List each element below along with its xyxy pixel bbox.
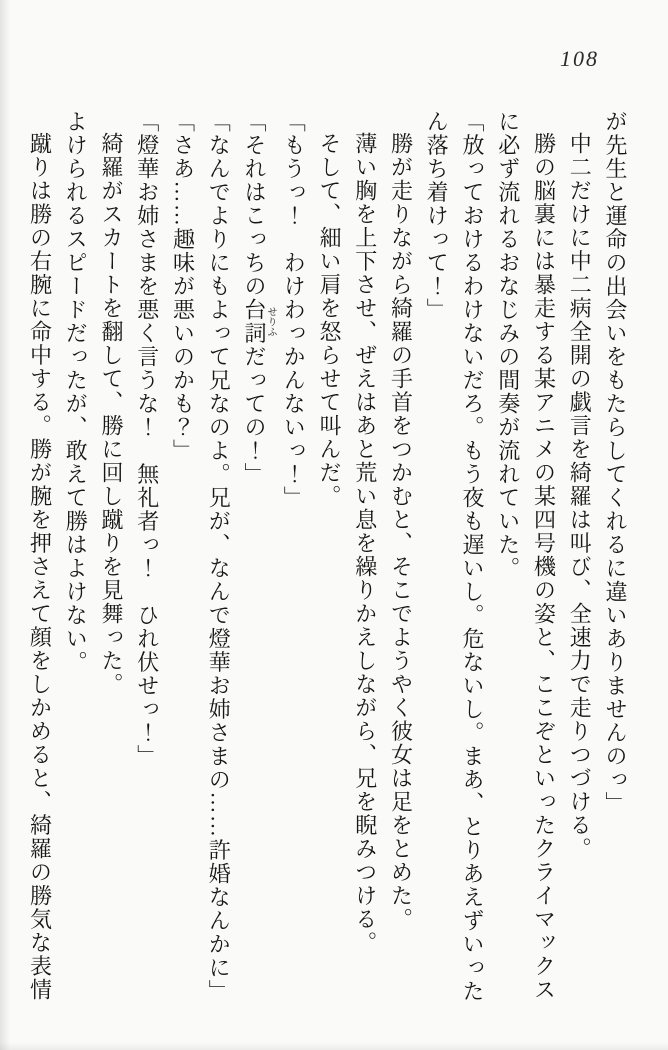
text-columns — [22, 110, 633, 1015]
paragraph-13: 綺羅がスカートを翻して、勝に回し蹴りを見舞った。 — [99, 132, 124, 696]
page-number: 108 — [560, 46, 599, 71]
paragraph-10: 「なんでよりにもよって兄なのよ。兄が、なんで燈華お姉さまの……許婚なんかに」 — [206, 110, 232, 1003]
paragraph-14: よけられるスピードだったが、敢えて勝はよけない。 — [63, 110, 89, 674]
ruby-word: 台詞せりふ — [242, 298, 276, 345]
paragraph-3: 勝の脳裏には暴走する某アニメの某四号機の姿と、ここぞといったクライマックスに必ず流れるおなじみの間奏が流れていた。 — [495, 110, 557, 1002]
paragraph-9: 「それはこっちの台詞せりふだっての！」 — [242, 110, 276, 486]
paragraph-15: 蹴りは勝の右腕に命中する。勝が腕を押さえて顔をしかめると、綺羅の勝気な表情 — [27, 132, 53, 1002]
scan-edge-artifact-left — [0, 0, 10, 1050]
paragraph-11: 「さあ……趣味が悪いのかも？」 — [170, 110, 196, 463]
paragraph-7: そして、細い肩を怒らせて叫んだ。 — [317, 132, 342, 508]
paragraph-12: 「燈華お姉さまを悪く言うな！ 無礼者っ！ ひれ伏せっ！」 — [134, 110, 160, 768]
paragraph-2: 中二だけに中二病全開の戯言を綺羅は叫び、全速力で走りつづける。 — [567, 132, 593, 861]
scan-edge-artifact-bottom — [0, 1042, 668, 1050]
paragraph-1: が先生と運命の出会いをもたらしてくれるに違いありませんのっ」 — [603, 110, 628, 815]
ruby-reading: せりふ — [265, 298, 276, 345]
paragraph-5: 勝が走りながら綺羅の手首をつかむと、そこでようやく彼女は足をとめた。 — [388, 132, 414, 931]
paragraph-6: 薄い胸を上下させ、ぜえはあと荒い息を繰りかえしながら、兄を睨みつける。 — [352, 132, 378, 955]
paragraph-8: 「もうっ！ わけわっかんないっ！」 — [281, 110, 307, 510]
paragraph-4: 「放っておけるわけないだろ。もう夜も遅いし。危ないし。まあ、とりあえずいったん落ち着けって！」 — [424, 110, 485, 1003]
